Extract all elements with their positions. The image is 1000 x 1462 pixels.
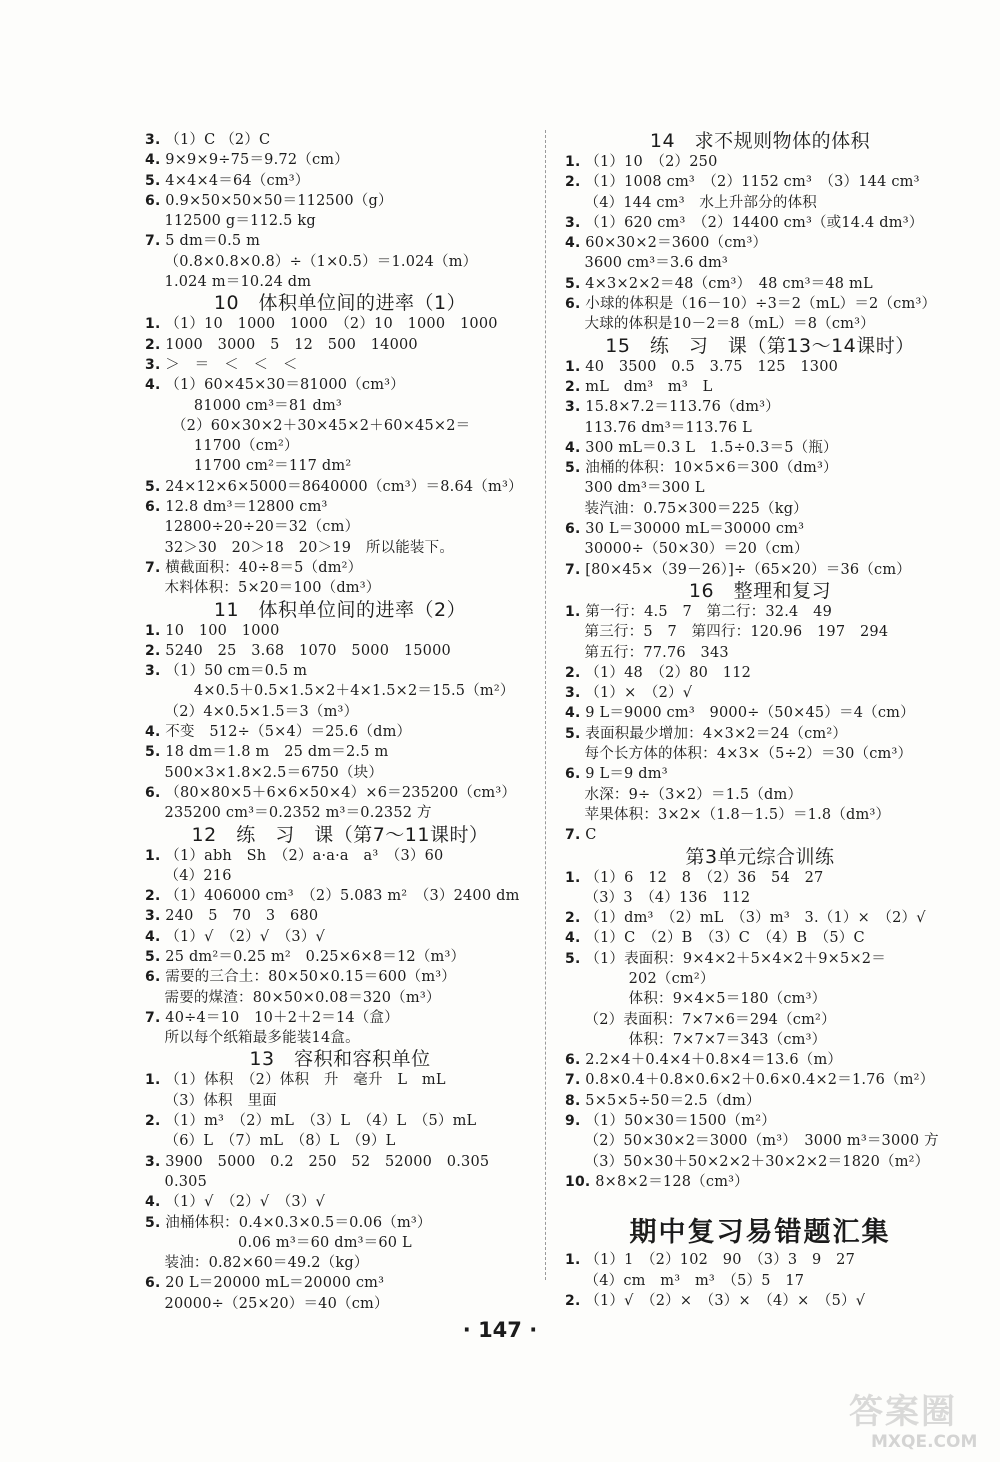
answer-line <box>565 805 955 825</box>
answer-line <box>145 1233 535 1253</box>
section-heading: 14 求不规则物体的体积 <box>649 130 871 152</box>
answer-line <box>145 763 535 783</box>
answer-line <box>145 314 535 334</box>
answer-text: 300 dm³＝300 L <box>584 480 705 497</box>
answer-line <box>565 683 955 703</box>
answer-line <box>565 1091 955 1111</box>
answer-text: （2）表面积：7×7×6＝294（cm²） <box>584 1011 836 1028</box>
answer-line <box>145 477 535 497</box>
question-number: 2. <box>565 664 581 681</box>
answer-line <box>145 150 535 170</box>
answer-text: 8×8×2＝128（cm³） <box>595 1173 749 1190</box>
answer-text: 4×0.5＋0.5×1.5×2＋4×1.5×2＝15.5（m²） <box>164 683 515 700</box>
answer-text: 体积：9×4×5＝180（cm³） <box>584 991 827 1008</box>
answer-text: 5×5×5÷50＝2.5（dm） <box>585 1092 761 1109</box>
watermark-logo <box>845 1380 995 1460</box>
answer-line <box>565 172 955 192</box>
question-number: 6. <box>145 784 161 801</box>
answer-text: 11700（cm²） <box>164 438 299 455</box>
answer-line <box>565 478 955 498</box>
question-number: 2. <box>565 174 581 191</box>
answer-line <box>145 497 535 517</box>
answer-text: （1）abh Sh （2）a·a·a a³ （3）60 <box>165 847 444 864</box>
answer-text: 第三行：5 7 第四行：120.96 197 294 <box>584 624 889 641</box>
answer-text: 木料体积：5×20＝100（dm³） <box>164 580 381 597</box>
answer-line <box>145 1028 535 1048</box>
answer-line <box>145 702 535 722</box>
question-number: 3. <box>565 214 581 231</box>
answer-text: 300 mL＝0.3 L 1.5÷0.3＝5（瓶） <box>585 439 838 456</box>
answer-text: 5240 25 3.68 1070 5000 15000 <box>165 642 451 659</box>
question-number: 1. <box>145 1072 161 1089</box>
answer-line <box>145 1152 535 1172</box>
question-number: 1. <box>565 603 581 620</box>
answer-text: （1）√ （2）√ （3）√ <box>165 928 325 945</box>
answer-text: （1）1008 cm³ （2）1152 cm³ （3）144 cm³ <box>585 174 920 191</box>
answer-line <box>145 231 535 251</box>
answer-text: 32＞30 20＞18 20＞19 所以能装下。 <box>164 539 455 556</box>
answer-text: 235200 cm³＝0.2352 m³＝0.2352 方 <box>164 805 432 822</box>
answer-line <box>145 927 535 947</box>
answer-line <box>145 886 535 906</box>
left-column <box>145 130 535 1314</box>
answer-text: 每个长方体的体积：4×3×（5÷2）＝30（cm³） <box>584 746 913 763</box>
question-number: 9. <box>565 1113 581 1130</box>
answer-line <box>565 152 955 172</box>
answer-text: （1）× （2）√ <box>585 685 693 702</box>
answer-line <box>145 803 535 823</box>
answer-text: （1）50 cm＝0.5 m <box>165 663 308 680</box>
section-title: 期中复习易错题汇集 <box>629 1217 891 1249</box>
question-number: 5. <box>565 950 581 967</box>
answer-line <box>565 519 955 539</box>
answer-text: mL dm³ m³ L <box>585 378 713 395</box>
section-heading: 12 练 习 课（第7～11课时） <box>191 823 489 846</box>
answer-text: 30 L＝30000 mL＝30000 cm³ <box>585 521 805 538</box>
answer-line <box>145 130 535 150</box>
answer-line <box>145 272 535 292</box>
answer-line <box>565 193 955 213</box>
answer-text: 60×30×2＝3600（cm³） <box>585 235 768 252</box>
answer-line <box>565 560 955 580</box>
answer-text: 需要的三合土：80×50×0.15＝600（m³） <box>165 969 457 986</box>
answer-text: 1000 3000 5 12 500 14000 <box>165 336 418 353</box>
answer-line <box>145 355 535 375</box>
answer-text: （2）60×30×2＋30×45×2＋60×45×2＝ <box>164 417 471 434</box>
answer-line <box>565 1172 955 1192</box>
question-number: 4. <box>145 1194 161 1211</box>
answer-line <box>145 906 535 926</box>
answer-text: 0.06 m³＝60 dm³＝60 L <box>164 1234 412 1251</box>
answer-line <box>145 742 535 762</box>
answer-text: （1）√ （2）× （3）× （4）× （5）√ <box>585 1292 866 1309</box>
answer-line <box>145 988 535 1008</box>
answer-line <box>565 602 955 622</box>
section-heading: 第3单元综合训练 <box>685 845 835 868</box>
answer-line <box>145 1091 535 1111</box>
answer-line <box>565 213 955 233</box>
section-heading: 11 体积单位间的进率（2） <box>213 598 467 621</box>
question-number: 6. <box>145 969 161 986</box>
answer-text: （1）10 1000 1000 （2）10 1000 1000 <box>165 316 498 333</box>
answer-text: 1.024 m＝10.24 dm <box>164 274 312 291</box>
question-number: 4. <box>145 152 161 169</box>
question-number: 1. <box>565 154 581 170</box>
answer-text: 小球的体积是（16－10）÷3＝2（mL）＝2（cm³） <box>585 296 937 313</box>
answer-text: （1）6 12 8 （2）36 54 27 <box>585 869 824 886</box>
answer-line <box>145 1131 535 1151</box>
answer-line <box>145 947 535 967</box>
question-number: 10. <box>565 1173 591 1190</box>
question-number: 5. <box>565 460 581 477</box>
answer-line <box>565 377 955 397</box>
section-heading: 10 体积单位间的进率（1） <box>213 292 467 315</box>
watermark-text: 答案圈 <box>849 1392 957 1432</box>
answer-text: 体积：7×7×7＝343（cm³） <box>584 1031 827 1048</box>
answer-line <box>145 783 535 803</box>
question-number: 1. <box>565 1252 581 1269</box>
answer-line <box>565 724 955 744</box>
answer-text: 大球的体积是10－2＝8（mL）＝8（cm³） <box>584 316 875 333</box>
answer-text: 11700 cm²＝117 dm² <box>164 458 352 475</box>
answer-text: 12800÷20÷20＝32（cm） <box>164 519 360 536</box>
question-number: 1. <box>565 358 581 375</box>
answer-line <box>565 1111 955 1131</box>
answer-line <box>145 252 535 272</box>
answer-line <box>565 274 955 294</box>
question-number: 6. <box>145 1275 161 1292</box>
question-number: 7. <box>145 1009 161 1026</box>
answer-text: 装汽油：0.75×300＝225（kg） <box>584 500 808 517</box>
question-number: 2. <box>145 642 161 659</box>
answer-line <box>565 294 955 314</box>
answer-text: （1）表面积：9×4×2＋5×4×2＋9×5×2＝ <box>585 950 886 967</box>
answer-line <box>565 928 955 948</box>
question-number: 5. <box>565 275 581 292</box>
answer-text: 500×3×1.8×2.5＝6750（块） <box>164 764 384 781</box>
question-number: 3. <box>145 663 161 680</box>
answer-line <box>145 1192 535 1212</box>
answer-text: （1）m³ （2）mL （3）L （4）L （5）mL <box>165 1113 477 1130</box>
question-number: 4. <box>145 724 161 741</box>
question-number: 5. <box>145 172 161 189</box>
answer-text: （1）60×45×30＝81000（cm³） <box>165 377 405 394</box>
answer-line <box>565 1050 955 1070</box>
answer-text: （1）√ （2）√ （3）√ <box>165 1194 325 1211</box>
answer-line <box>565 949 955 969</box>
answer-line <box>145 171 535 191</box>
question-number: 2. <box>145 336 161 353</box>
answer-line <box>145 1273 535 1293</box>
answer-text: 40÷4＝10 10＋2＋2＝14（盒） <box>165 1009 399 1026</box>
question-number: 1. <box>145 622 161 639</box>
question-number: 7. <box>145 233 161 250</box>
answer-text: 4×3×2×2＝48（cm³） 48 cm³＝48 mL <box>585 275 873 292</box>
answer-line <box>565 744 955 764</box>
answer-text: 9 L＝9 dm³ <box>585 766 668 783</box>
answer-line <box>565 703 955 723</box>
answer-line <box>145 967 535 987</box>
question-number: 5. <box>145 1214 161 1231</box>
question-number: 1. <box>145 847 161 864</box>
answer-line <box>145 661 535 681</box>
question-number: 4. <box>565 930 581 947</box>
answer-text: 油桶的体积：10×5×6＝300（dm³） <box>585 460 838 477</box>
right-column <box>565 130 955 1311</box>
answer-line <box>145 211 535 231</box>
answer-line <box>145 681 535 701</box>
answer-text: [80×45×（39－26）]÷（65×20）＝36（cm） <box>585 561 911 578</box>
question-number: 2. <box>565 1292 581 1309</box>
answer-text: 水深：9÷（3×2）＝1.5（dm） <box>584 786 803 803</box>
answer-line <box>565 663 955 683</box>
answer-text: 40 3500 0.5 3.75 125 1300 <box>585 358 839 375</box>
question-number: 3. <box>145 132 161 148</box>
question-number: 7. <box>565 561 581 578</box>
answer-text: 油桶体积：0.4×0.3×0.5＝0.06（m³） <box>165 1214 432 1231</box>
answer-text: 3600 cm³＝3.6 dm³ <box>584 255 728 272</box>
answer-text: （80×80×5＋6×6×50×4）×6＝235200（cm³） <box>165 784 517 801</box>
answer-line <box>565 888 955 908</box>
section-heading: 13 容积和容积单位 <box>249 1048 431 1071</box>
answer-line <box>145 191 535 211</box>
question-number: 4. <box>565 439 581 456</box>
answer-line <box>565 1070 955 1090</box>
answer-text: （0.8×0.8×0.8）÷（1×0.5）＝1.024（m） <box>164 253 478 270</box>
answer-line <box>145 1253 535 1273</box>
answer-line <box>565 1291 955 1311</box>
question-number: 4. <box>565 705 581 722</box>
answer-text: 15.8×7.2＝113.76（dm³） <box>585 399 780 416</box>
answer-line <box>145 866 535 886</box>
question-number: 6. <box>565 766 581 783</box>
answer-text: 苹果体积：3×2×（1.8－1.5）＝1.8（dm³） <box>584 806 891 823</box>
answer-line <box>565 1131 955 1151</box>
answer-text: C <box>585 827 597 844</box>
answer-text: （2）50×30×2＝3000（m³） 3000 m³＝3000 方 <box>584 1133 939 1150</box>
answer-line <box>145 416 535 436</box>
answer-line <box>565 785 955 805</box>
answer-text: 0.9×50×50×50＝112500（g） <box>165 192 393 209</box>
question-number: 5. <box>145 478 161 495</box>
answer-line <box>145 1111 535 1131</box>
answer-text: 25 dm²＝0.25 m² 0.25×6×8＝12（m³） <box>165 948 466 965</box>
question-number: 4. <box>145 377 161 394</box>
answer-text: 表面积最少增加：4×3×2＝24（cm²） <box>585 725 848 742</box>
answer-text: （4）cm m³ m³ （5）5 17 <box>584 1272 805 1289</box>
question-number: 6. <box>565 1052 581 1069</box>
answer-line <box>145 1294 535 1314</box>
question-number: 3. <box>565 685 581 702</box>
question-number: 2. <box>145 888 161 905</box>
answer-line <box>565 868 955 888</box>
answer-line <box>565 314 955 334</box>
answer-line <box>565 643 955 663</box>
answer-line <box>565 539 955 559</box>
answer-line <box>145 1213 535 1233</box>
answer-line <box>565 1030 955 1050</box>
question-number: 2. <box>565 378 581 395</box>
question-number: 8. <box>565 1092 581 1109</box>
answer-text: 5 dm＝0.5 m <box>165 233 261 250</box>
answer-text: （1）1 （2）102 90 （3）3 9 27 <box>585 1252 856 1269</box>
answer-text: 20000÷（25×20）＝40（cm） <box>164 1295 389 1312</box>
answer-line <box>565 233 955 253</box>
answer-text: 113.76 dm³＝113.76 L <box>584 419 752 436</box>
section-heading: 15 练 习 课（第13～14课时） <box>605 334 915 357</box>
question-number: 6. <box>145 499 161 516</box>
answer-line <box>565 1271 955 1291</box>
answer-line <box>145 641 535 661</box>
answer-line <box>145 1008 535 1028</box>
answer-text: 装油：0.82×60＝49.2（kg） <box>164 1255 369 1272</box>
page-number: · 147 · <box>462 1318 538 1342</box>
answer-line <box>565 1250 955 1270</box>
answer-text: 20 L＝20000 mL＝20000 cm³ <box>165 1275 385 1292</box>
answer-line <box>145 538 535 558</box>
question-number: 5. <box>145 744 161 761</box>
answer-line <box>145 517 535 537</box>
answer-line <box>565 499 955 519</box>
answer-text: 18 dm＝1.8 m 25 dm＝2.5 m <box>165 744 389 761</box>
answer-line <box>565 458 955 478</box>
answer-line <box>565 1010 955 1030</box>
answer-text: （1）50×30＝1500（m²） <box>585 1113 776 1130</box>
answer-text: （4）216 <box>164 867 232 884</box>
answer-text: （1）C （2）B （3）C （4）B （5）C <box>585 930 865 947</box>
answer-text: 24×12×6×5000＝8640000（cm³）＝8.64（m³） <box>165 478 523 495</box>
answer-text: 10 100 1000 <box>165 622 280 639</box>
answer-text: 81000 cm³＝81 dm³ <box>164 397 342 414</box>
question-number: 6. <box>565 296 581 313</box>
answer-text: 4×4×4＝64（cm³） <box>165 172 310 189</box>
answer-text: （2）4×0.5×1.5＝3（m³） <box>164 703 359 720</box>
answer-text: 240 5 70 3 680 <box>165 908 319 925</box>
answer-line <box>565 969 955 989</box>
answer-text: 2.2×4＋0.4×4＋0.8×4＝13.6（m） <box>585 1052 843 1069</box>
answer-text: （1）dm³ （2）mL （3）m³ 3.（1）× （2）√ <box>585 910 926 927</box>
answer-line <box>565 357 955 377</box>
answer-line <box>565 418 955 438</box>
question-number: 5. <box>145 948 161 965</box>
answer-text: （1）406000 cm³ （2）5.083 m² （3）2400 dm <box>165 888 520 905</box>
answer-line <box>565 438 955 458</box>
answer-text: ＞ ＝ ＜ ＜ ＜ <box>165 356 298 373</box>
answer-line <box>145 335 535 355</box>
answer-text: 第一行：4.5 7 第二行：32.4 49 <box>585 603 833 620</box>
question-number: 3. <box>145 356 161 373</box>
column-divider <box>545 130 546 1280</box>
answer-line <box>145 375 535 395</box>
answer-line <box>565 397 955 417</box>
answer-line <box>145 396 535 416</box>
answer-text: （1）48 （2）80 112 <box>585 664 752 681</box>
answer-text: 0.305 <box>164 1173 208 1190</box>
answer-line <box>565 825 955 845</box>
answer-line <box>145 558 535 578</box>
answer-text: （1）C （2）C <box>165 132 271 148</box>
answer-text: 202（cm²） <box>584 970 715 987</box>
question-number: 1. <box>565 869 581 886</box>
question-number: 1. <box>145 316 161 333</box>
spacer <box>565 1192 955 1214</box>
answer-text: （1）620 cm³ （2）14400 cm³（或14.4 dm³） <box>585 214 924 231</box>
answer-line <box>145 578 535 598</box>
answer-line <box>145 436 535 456</box>
question-number: 2. <box>145 1113 161 1130</box>
answer-text: 30000÷（50×30）＝20（cm） <box>584 541 809 558</box>
answer-text: 所以每个纸箱最多能装14盒。 <box>164 1030 360 1047</box>
answer-text: 12.8 dm³＝12800 cm³ <box>165 499 328 516</box>
question-number: 2. <box>565 910 581 927</box>
question-number: 3. <box>145 1153 161 1170</box>
answer-text: 0.8×0.4＋0.8×0.6×2＋0.6×0.4×2＝1.76（m²） <box>585 1072 935 1089</box>
answer-text: 9×9×9÷75＝9.72（cm） <box>165 152 349 169</box>
question-number: 7. <box>565 1072 581 1089</box>
answer-text: （4）144 cm³ 水上升部分的体积 <box>584 194 818 211</box>
question-number: 6. <box>565 521 581 538</box>
question-number: 3. <box>565 399 581 416</box>
answer-text: 不变 512÷（5×4）＝25.6（dm） <box>165 724 412 741</box>
answer-line <box>565 253 955 273</box>
answer-text: 9 L＝9000 cm³ 9000÷（50×45）＝4（cm） <box>585 705 915 722</box>
answer-line <box>145 456 535 476</box>
answer-text: 3900 5000 0.2 250 52 52000 0.305 <box>165 1153 490 1170</box>
answer-text: 需要的煤渣：80×50×0.08＝320（m³） <box>164 989 441 1006</box>
answer-text: 112500 g＝112.5 kg <box>164 213 316 230</box>
question-number: 7. <box>145 559 161 576</box>
question-number: 7. <box>565 827 581 844</box>
question-number: 6. <box>145 192 161 209</box>
answer-text: 横截面积：40÷8＝5（dm²） <box>165 559 363 576</box>
answer-text: （3）体积 里面 <box>164 1092 277 1109</box>
answer-line <box>145 621 535 641</box>
answer-line <box>145 846 535 866</box>
section-heading: 16 整理和复习 <box>688 579 832 602</box>
answer-line <box>565 1152 955 1172</box>
question-number: 4. <box>565 235 581 252</box>
answer-text: 第五行：77.76 343 <box>584 644 729 661</box>
answer-line <box>565 622 955 642</box>
question-number: 3. <box>145 908 161 925</box>
answer-text: （1）10 （2）250 <box>585 154 718 170</box>
question-number: 5. <box>565 725 581 742</box>
answer-line <box>145 722 535 742</box>
question-number: 4. <box>145 928 161 945</box>
answer-line <box>145 1070 535 1090</box>
answer-line <box>565 764 955 784</box>
answer-text: （6）L （7）mL （8）L （9）L <box>164 1133 396 1150</box>
answer-text: （1）体积 （2）体积 升 毫升 L mL <box>165 1072 446 1089</box>
watermark-url: MXQE.COM <box>871 1432 978 1452</box>
answer-line <box>565 989 955 1009</box>
answer-line <box>145 1172 535 1192</box>
answer-line <box>565 908 955 928</box>
answer-text: （3）3 （4）136 112 <box>584 889 751 906</box>
answer-text: （3）50×30＋50×2×2＋30×2×2＝1820（m²） <box>584 1153 930 1170</box>
